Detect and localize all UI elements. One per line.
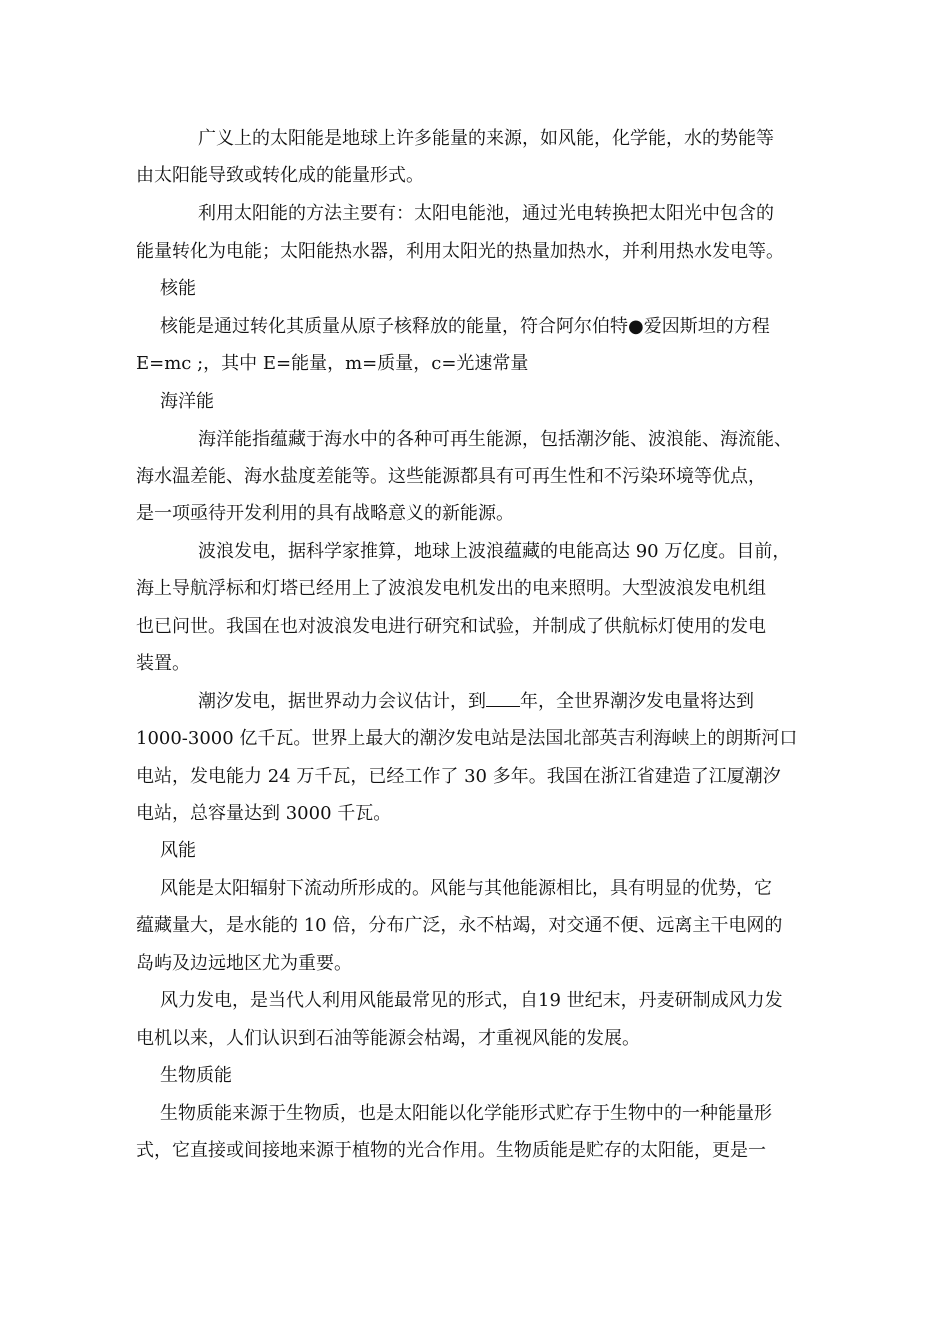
text-line: 生物质能来源于生物质，也是太阳能以化学能形式贮存于生物中的一种能量形 <box>160 1103 772 1124</box>
text-line: 1000-3000 亿千瓦。世界上最大的潮汐发电站是法国北部英吉利海峡上的朗斯河口 <box>136 728 798 749</box>
text-line: 利用太阳能的方法主要有：太阳电能池，通过光电转换把太阳光中包含的 <box>198 203 774 224</box>
text-line: 海水温差能、海水盐度差能等。这些能源都具有可再生性和不污染环境等优点， <box>136 466 766 487</box>
text-segment: 年，全世界潮汐发电量将达到 <box>520 691 754 712</box>
text-line: 岛屿及边远地区尤为重要。 <box>136 953 352 974</box>
text-line: 风能是太阳辐射下流动所形成的。风能与其他能源相比，具有明显的优势，它 <box>160 878 772 899</box>
text-segment: 潮汐发电，据世界动力会议估计，到 <box>198 691 486 712</box>
text-line: 海上导航浮标和灯塔已经用上了波浪发电机发出的电来照明。大型波浪发电机组 <box>136 578 766 599</box>
section-heading-wind: 风能 <box>160 840 196 861</box>
text-line: 也已问世。我国在也对波浪发电进行研究和试验，并制成了供航标灯使用的发电 <box>136 616 766 637</box>
text-line: 式，它直接或间接地来源于植物的光合作用。生物质能是贮存的太阳能，更是一 <box>136 1140 766 1161</box>
text-line: 波浪发电，据科学家推算，地球上波浪蕴藏的电能高达 90 万亿度。目前， <box>198 541 791 562</box>
text-line: 蕴藏量大，是水能的 10 倍，分布广泛，永不枯竭，对交通不便、远离主干电网的 <box>136 915 783 936</box>
fill-blank <box>486 690 520 707</box>
text-line: 广义上的太阳能是地球上许多能量的来源，如风能，化学能，水的势能等 <box>198 128 774 149</box>
text-line: 海洋能指蕴藏于海水中的各种可再生能源，包括潮汐能、波浪能、海流能、 <box>198 429 792 450</box>
section-heading-biomass: 生物质能 <box>160 1065 232 1086</box>
text-line: 是一项亟待开发利用的具有战略意义的新能源。 <box>136 503 514 524</box>
section-heading-nuclear: 核能 <box>160 278 196 299</box>
section-heading-ocean: 海洋能 <box>160 391 214 412</box>
text-line: 风力发电，是当代人利用风能最常见的形式，自19 世纪末，丹麦研制成风力发 <box>160 990 783 1011</box>
text-line: 装置。 <box>136 653 190 674</box>
text-line: 电站，发电能力 24 万千瓦，已经工作了 30 多年。我国在浙江省建造了江厦潮汐 <box>136 766 781 787</box>
text-line: 核能是通过转化其质量从原子核释放的能量，符合阿尔伯特●爱因斯坦的方程 <box>160 316 770 337</box>
text-line: 由太阳能导致或转化成的能量形式。 <box>136 165 424 186</box>
text-line: 电站，总容量达到 3000 千瓦。 <box>136 803 392 824</box>
text-line <box>198 690 754 714</box>
text-line: E=mc ;，其中 E=能量，m=质量，c=光速常量 <box>136 353 529 374</box>
text-line: 能量转化为电能；太阳能热水器，利用太阳光的热量加热水，并利用热水发电等。 <box>136 241 784 262</box>
text-line: 电机以来，人们认识到石油等能源会枯竭，才重视风能的发展。 <box>136 1028 640 1049</box>
